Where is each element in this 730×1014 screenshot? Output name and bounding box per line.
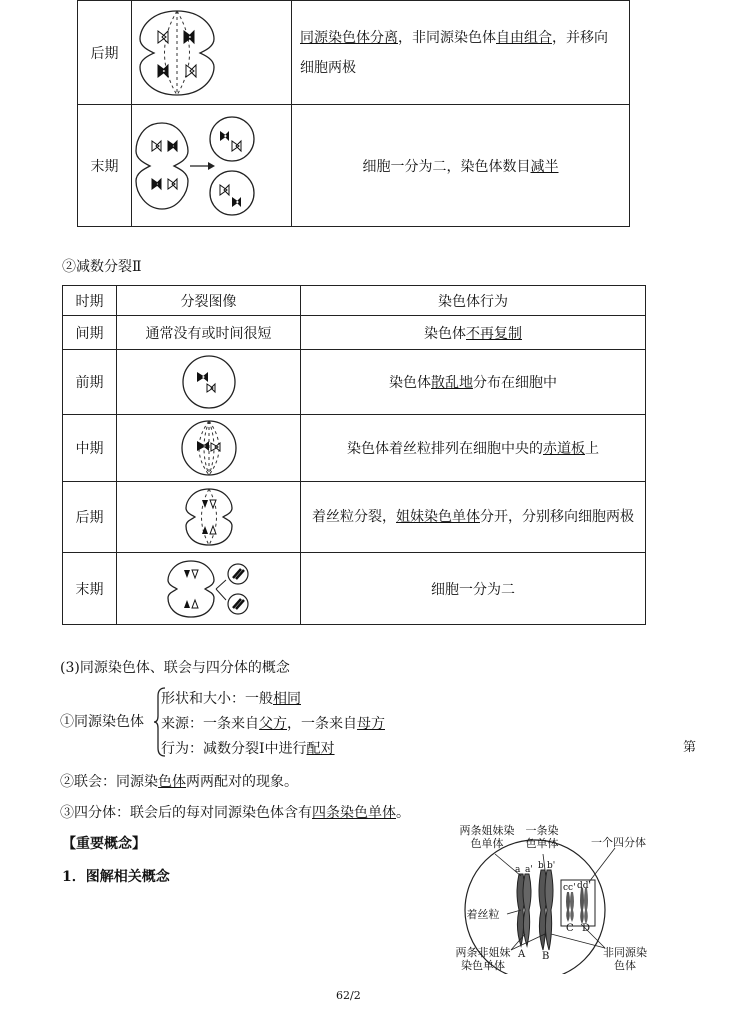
phase-cell: 末期 — [63, 553, 117, 625]
letter-b-prime: b' — [547, 861, 556, 871]
label-nonsister-chromatids: 两条非姐妹染色单体 — [455, 946, 511, 972]
letter-a-prime: a' — [525, 865, 533, 875]
phase-cell: 前期 — [63, 350, 117, 415]
meiosis2-table — [62, 285, 646, 625]
label-sister-chromatids: 两条姐妹染色单体 — [459, 824, 515, 850]
header-image: 分裂图像 — [117, 286, 301, 316]
image-cell — [117, 553, 301, 625]
letter-C: C — [566, 923, 574, 934]
behavior-cell: 染色体不再复制 — [301, 316, 646, 350]
cell-image — [132, 1, 292, 105]
behavior-cell: 染色体着丝粒排列在细胞中央的赤道板上 — [301, 415, 646, 482]
image-cell: 通常没有或时间很短 — [117, 316, 301, 350]
phase-cell: 间期 — [63, 316, 117, 350]
section-title: 【重要概念】 — [62, 836, 146, 852]
tetrad-line: ③四分体：联会后的每对同源染色体含有四条染色单体。 — [60, 805, 410, 821]
letter-A: A — [518, 949, 526, 960]
concepts-heading: (3)同源染色体、联会与四分体的概念 — [60, 660, 290, 676]
behavior-cell: 着丝粒分裂，姐妹染色单体分开，分别移向细胞两极 — [301, 482, 646, 553]
side-note: 第 — [683, 740, 697, 755]
image-cell — [117, 415, 301, 482]
synapsis-line: ②联会：同源染色体两两配对的现象。 — [60, 774, 298, 790]
cell-image — [132, 105, 292, 227]
behavior-cell: 同源染色体分离，非同源染色体自由组合，并移向细胞两极 — [292, 1, 630, 105]
phase-cell: 后期 — [78, 1, 132, 105]
behavior-cell: 细胞一分为二 — [301, 553, 646, 625]
image-cell — [117, 482, 301, 553]
behavior-cell: 细胞一分为二，染色体数目减半 — [292, 105, 630, 227]
homolog-item-behavior: 行为：减数分裂Ⅰ中进行配对 — [161, 741, 335, 757]
letter-b: b — [538, 861, 544, 871]
meiosis1-table — [77, 0, 630, 227]
anaphase1-figure — [132, 5, 222, 101]
page-number: 62/2 — [336, 989, 361, 1002]
prophase2-figure — [179, 354, 239, 410]
metaphase2-figure — [179, 419, 239, 477]
phase-cell: 中期 — [63, 415, 117, 482]
phase-cell: 末期 — [78, 105, 132, 227]
label-nonhomologous: 非同源染色体 — [603, 946, 647, 972]
phase-cell: 后期 — [63, 482, 117, 553]
header-phase: 时期 — [63, 286, 117, 316]
telophase1-figure — [132, 111, 257, 221]
homolog-label: ①同源染色体 — [60, 714, 144, 730]
label-one-chromatid: 一条染色单体 — [525, 824, 559, 850]
letter-dd: dd' — [577, 881, 591, 891]
label-centromere: 着丝粒 — [466, 908, 500, 921]
behavior-cell: 染色体散乱地分布在细胞中 — [301, 350, 646, 415]
letter-cc: cc' — [563, 883, 576, 893]
label-tetrad: 一个四分体 — [591, 836, 646, 849]
concept-diagram — [455, 822, 655, 974]
letter-D: D — [582, 923, 591, 934]
image-cell — [117, 350, 301, 415]
homolog-item-shape: 形状和大小：一般相同 — [161, 691, 301, 707]
telophase2-figure — [164, 558, 254, 620]
homolog-item-source: 来源：一条来自父方，一条来自母方 — [161, 716, 385, 732]
letter-B: B — [542, 951, 550, 962]
anaphase2-figure — [182, 486, 236, 548]
meiosis2-heading: ②减数分裂Ⅱ — [62, 259, 142, 275]
section-subtitle: 1．图解相关概念 — [62, 869, 170, 885]
header-behavior: 染色体行为 — [301, 286, 646, 316]
letter-a: a — [515, 865, 521, 875]
